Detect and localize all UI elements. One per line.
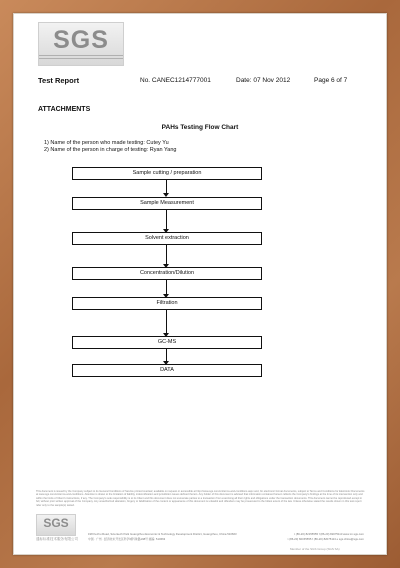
document-page [13, 13, 387, 555]
flow-arrow [166, 349, 167, 361]
flow-step: GC-MS [72, 336, 262, 349]
tester-note: 1) Name of the person who made testing: Cutey Yu [44, 140, 169, 146]
flow-step: Sample Measurement [72, 197, 262, 210]
sgs-logo-text: SGS [53, 26, 109, 54]
flow-arrow [166, 280, 167, 294]
attachments-heading: ATTACHMENTS [38, 106, 91, 113]
supervisor-note: 2) Name of the person in charge of testing: Ryan Yang [44, 147, 177, 153]
legal-disclaimer: This document is issued by the Company subject to its General Conditions of Service printed overleaf, available on request or accessible at http://www.sgs.com/en/terms-and-conditions.aspx and, for electronic format documents, subject to Terms and Conditions for Electronic Documents at www.sgs.com/en/terms-and-conditions. Attention is drawn to the limitation of liability, indemnification and jurisdiction issues defined therein. Any holder of this document is advised that information contained hereon reflects the Company's findings at the time of its intervention only and within the limits of Client's instructions, if any. The Company's sole responsibility is to its Client and this document does not exonerate parties to a transaction from exercising all their rights and obligations under the transaction documents. This document cannot be reproduced except in full, without prior written approval of the Company. Any unauthorized alteration, forgery or falsification of the content or appearance of this document is unlawful and offenders may be prosecuted to the fullest extent of the law. Unless otherwise stated the results shown in this test report refer only to the sample(s) tested. [36, 490, 365, 507]
logo-rule [39, 55, 123, 56]
page-number: Page 6 of 7 [314, 77, 348, 84]
company-contact-cn: t (86-20) 82155555 f (86-20) 82075113 e sgs.china@sgs.com [287, 537, 364, 541]
flow-step: DATA [72, 364, 262, 377]
report-title: Test Report [38, 76, 80, 85]
company-address-en: 198 Kezhu Road, Scientech Park Guangzhou Economic & Technology Development District, Guangzhou, China 510663 [88, 532, 237, 536]
sgs-logo [38, 22, 124, 66]
flow-step: Filtration [72, 297, 262, 310]
report-date: Date: 07 Nov 2012 [236, 77, 291, 84]
footer-sgs-logo [36, 514, 76, 536]
footer-logo-text: SGS [43, 516, 69, 530]
flow-arrow [166, 245, 167, 264]
flow-step: Concentration/Dilution [72, 267, 262, 280]
flow-arrow [166, 210, 167, 229]
member-line: Member of the SGS Group (SGS SA) [290, 547, 340, 551]
logo-rule [39, 58, 123, 59]
flow-step: Sample cutting / preparation [72, 167, 262, 180]
flow-arrow [166, 310, 167, 333]
flow-chart-title: PAHs Testing Flow Chart [161, 124, 239, 131]
company-contact-en: t (86-20) 82155555 f (86-20) 82075113 www.cn.sgs.com [294, 532, 364, 536]
report-number: No. CANEC1214777001 [140, 77, 211, 84]
flow-arrow [166, 180, 167, 193]
flow-step: Solvent extraction [72, 232, 262, 245]
company-name-cn: 通标标准技术服务有限公司 [36, 537, 78, 541]
company-address-cn: 中国 · 广州 · 经济技术开发区科学城科珠路198号 邮编: 510663 [88, 537, 166, 541]
